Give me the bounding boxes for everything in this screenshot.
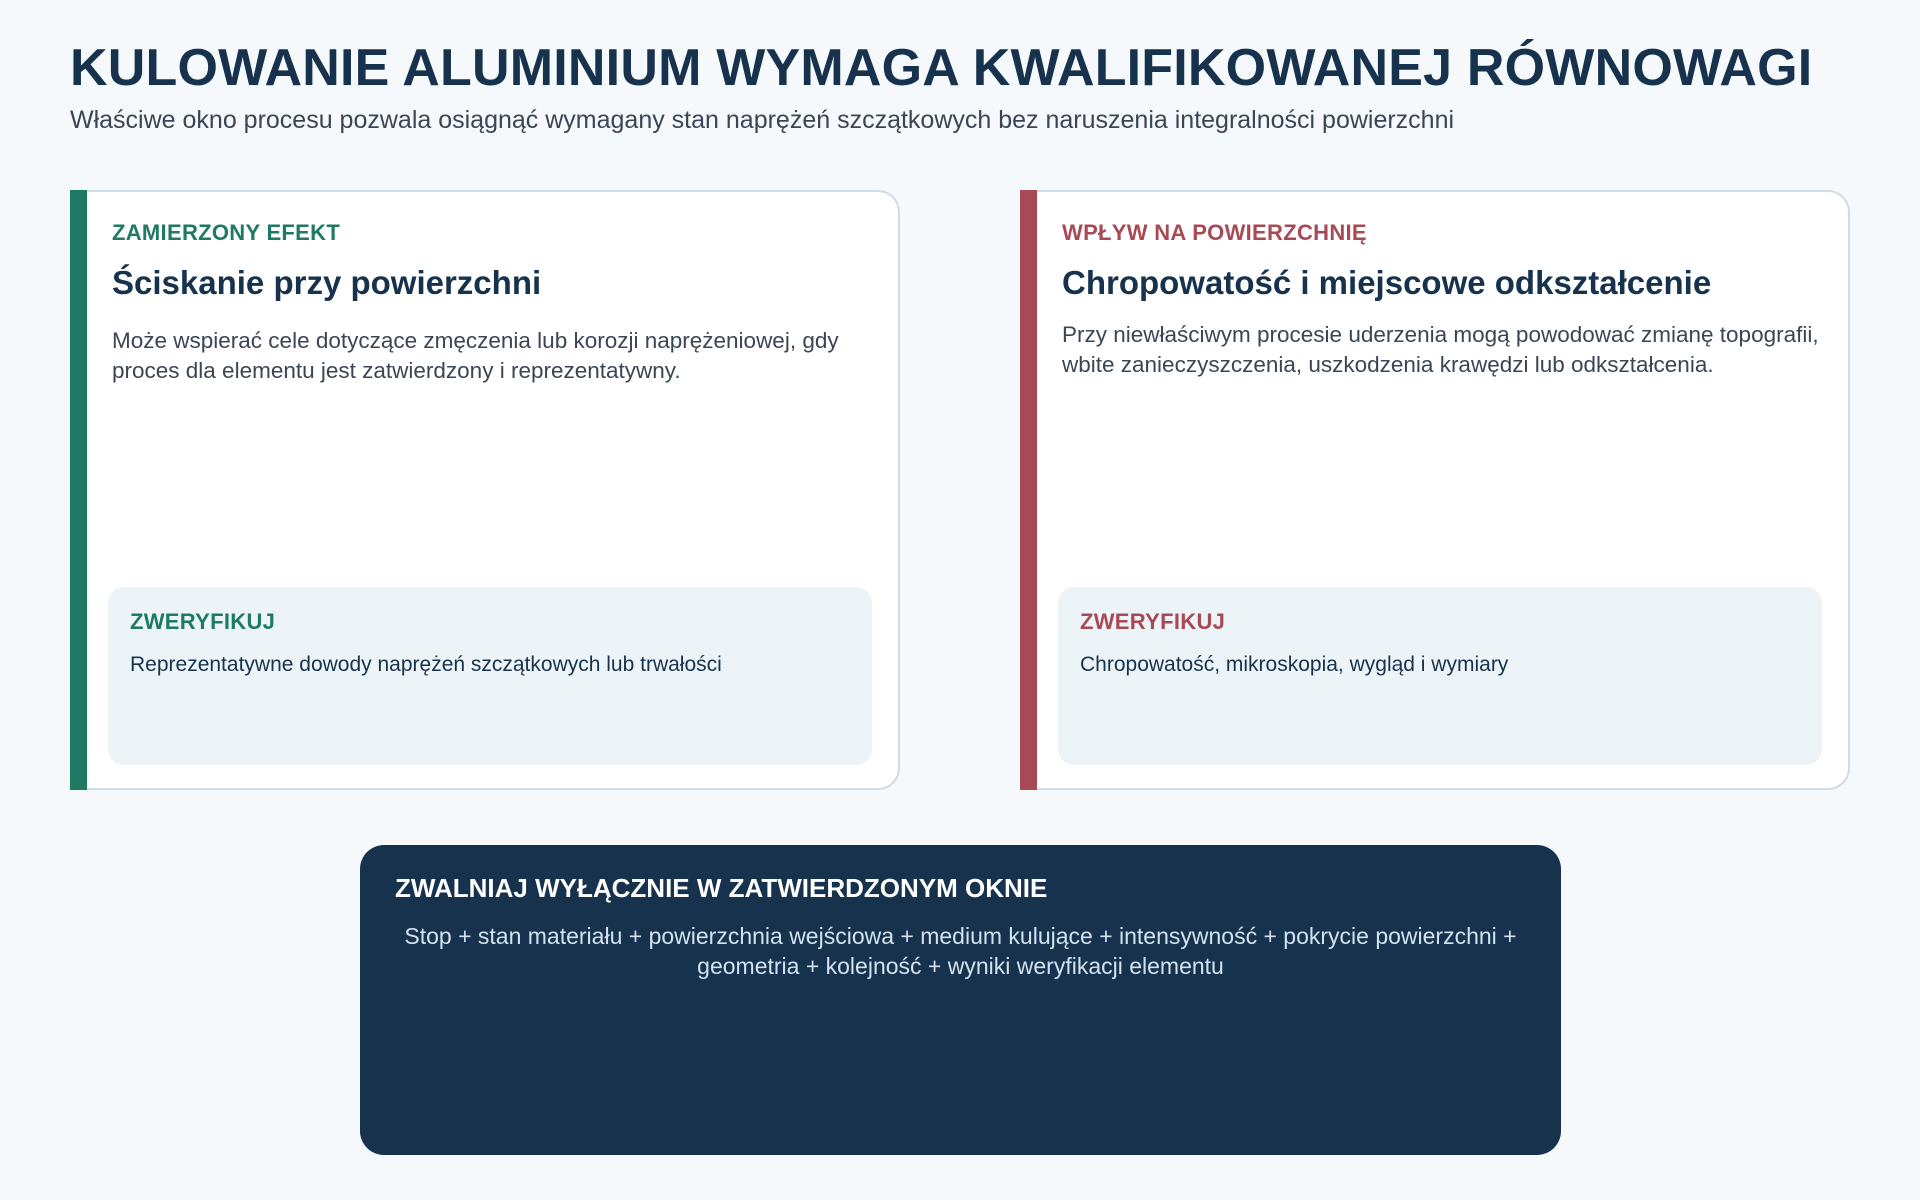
intended-effect-card [70,190,900,790]
card-eyebrow: WPŁYW NA POWIERZCHNIĘ [1062,220,1367,245]
release-text: Stop + stan materiału + powierzchnia wejściowa + medium kulujące + intensywność + pokrycie powierzchni + geometria + kolejność + wyniki weryfikacji elementu [404,923,1517,979]
page-title: KULOWANIE ALUMINIUM WYMAGA KWALIFIKOWANEJ RÓWNOWAGI [70,39,1813,97]
page-subtitle: Właściwe okno procesu pozwala osiągnąć wymagany stan naprężeń szczątkowych bez naruszenia integralności powierzchni [70,106,1455,134]
verify-box [1058,587,1822,765]
card-eyebrow: ZAMIERZONY EFEKT [112,220,341,245]
card-body: Przy niewłaściwym procesie uderzenia mogą powodować zmianę topografii, wbite zanieczyszczenia, uszkodzenia krawędzi lub odkształcenia. [1062,322,1819,377]
card-heading: Ściskanie przy powierzchni [112,264,542,301]
release-title: ZWALNIAJ WYŁĄCZNIE W ZATWIERDZONYM OKNIE [395,873,1048,903]
verify-box [108,587,872,765]
card-accent-bar [70,190,87,790]
verify-text: Reprezentatywne dowody naprężeń szczątkowych lub trwałości [130,653,722,676]
verify-text: Chropowatość, mikroskopia, wygląd i wymiary [1080,653,1509,676]
card-accent-bar [1020,190,1037,790]
card-heading: Chropowatość i miejscowe odkształcenie [1062,264,1712,301]
verify-title: ZWERYFIKUJ [130,609,276,634]
card-body: Może wspierać cele dotyczące zmęczenia lub korozji naprężeniowej, gdy proces dla elementu jest zatwierdzony i reprezentatywny. [112,328,839,383]
release-window-panel [360,845,1561,1155]
verify-title: ZWERYFIKUJ [1080,609,1226,634]
surface-impact-card [1020,190,1850,790]
